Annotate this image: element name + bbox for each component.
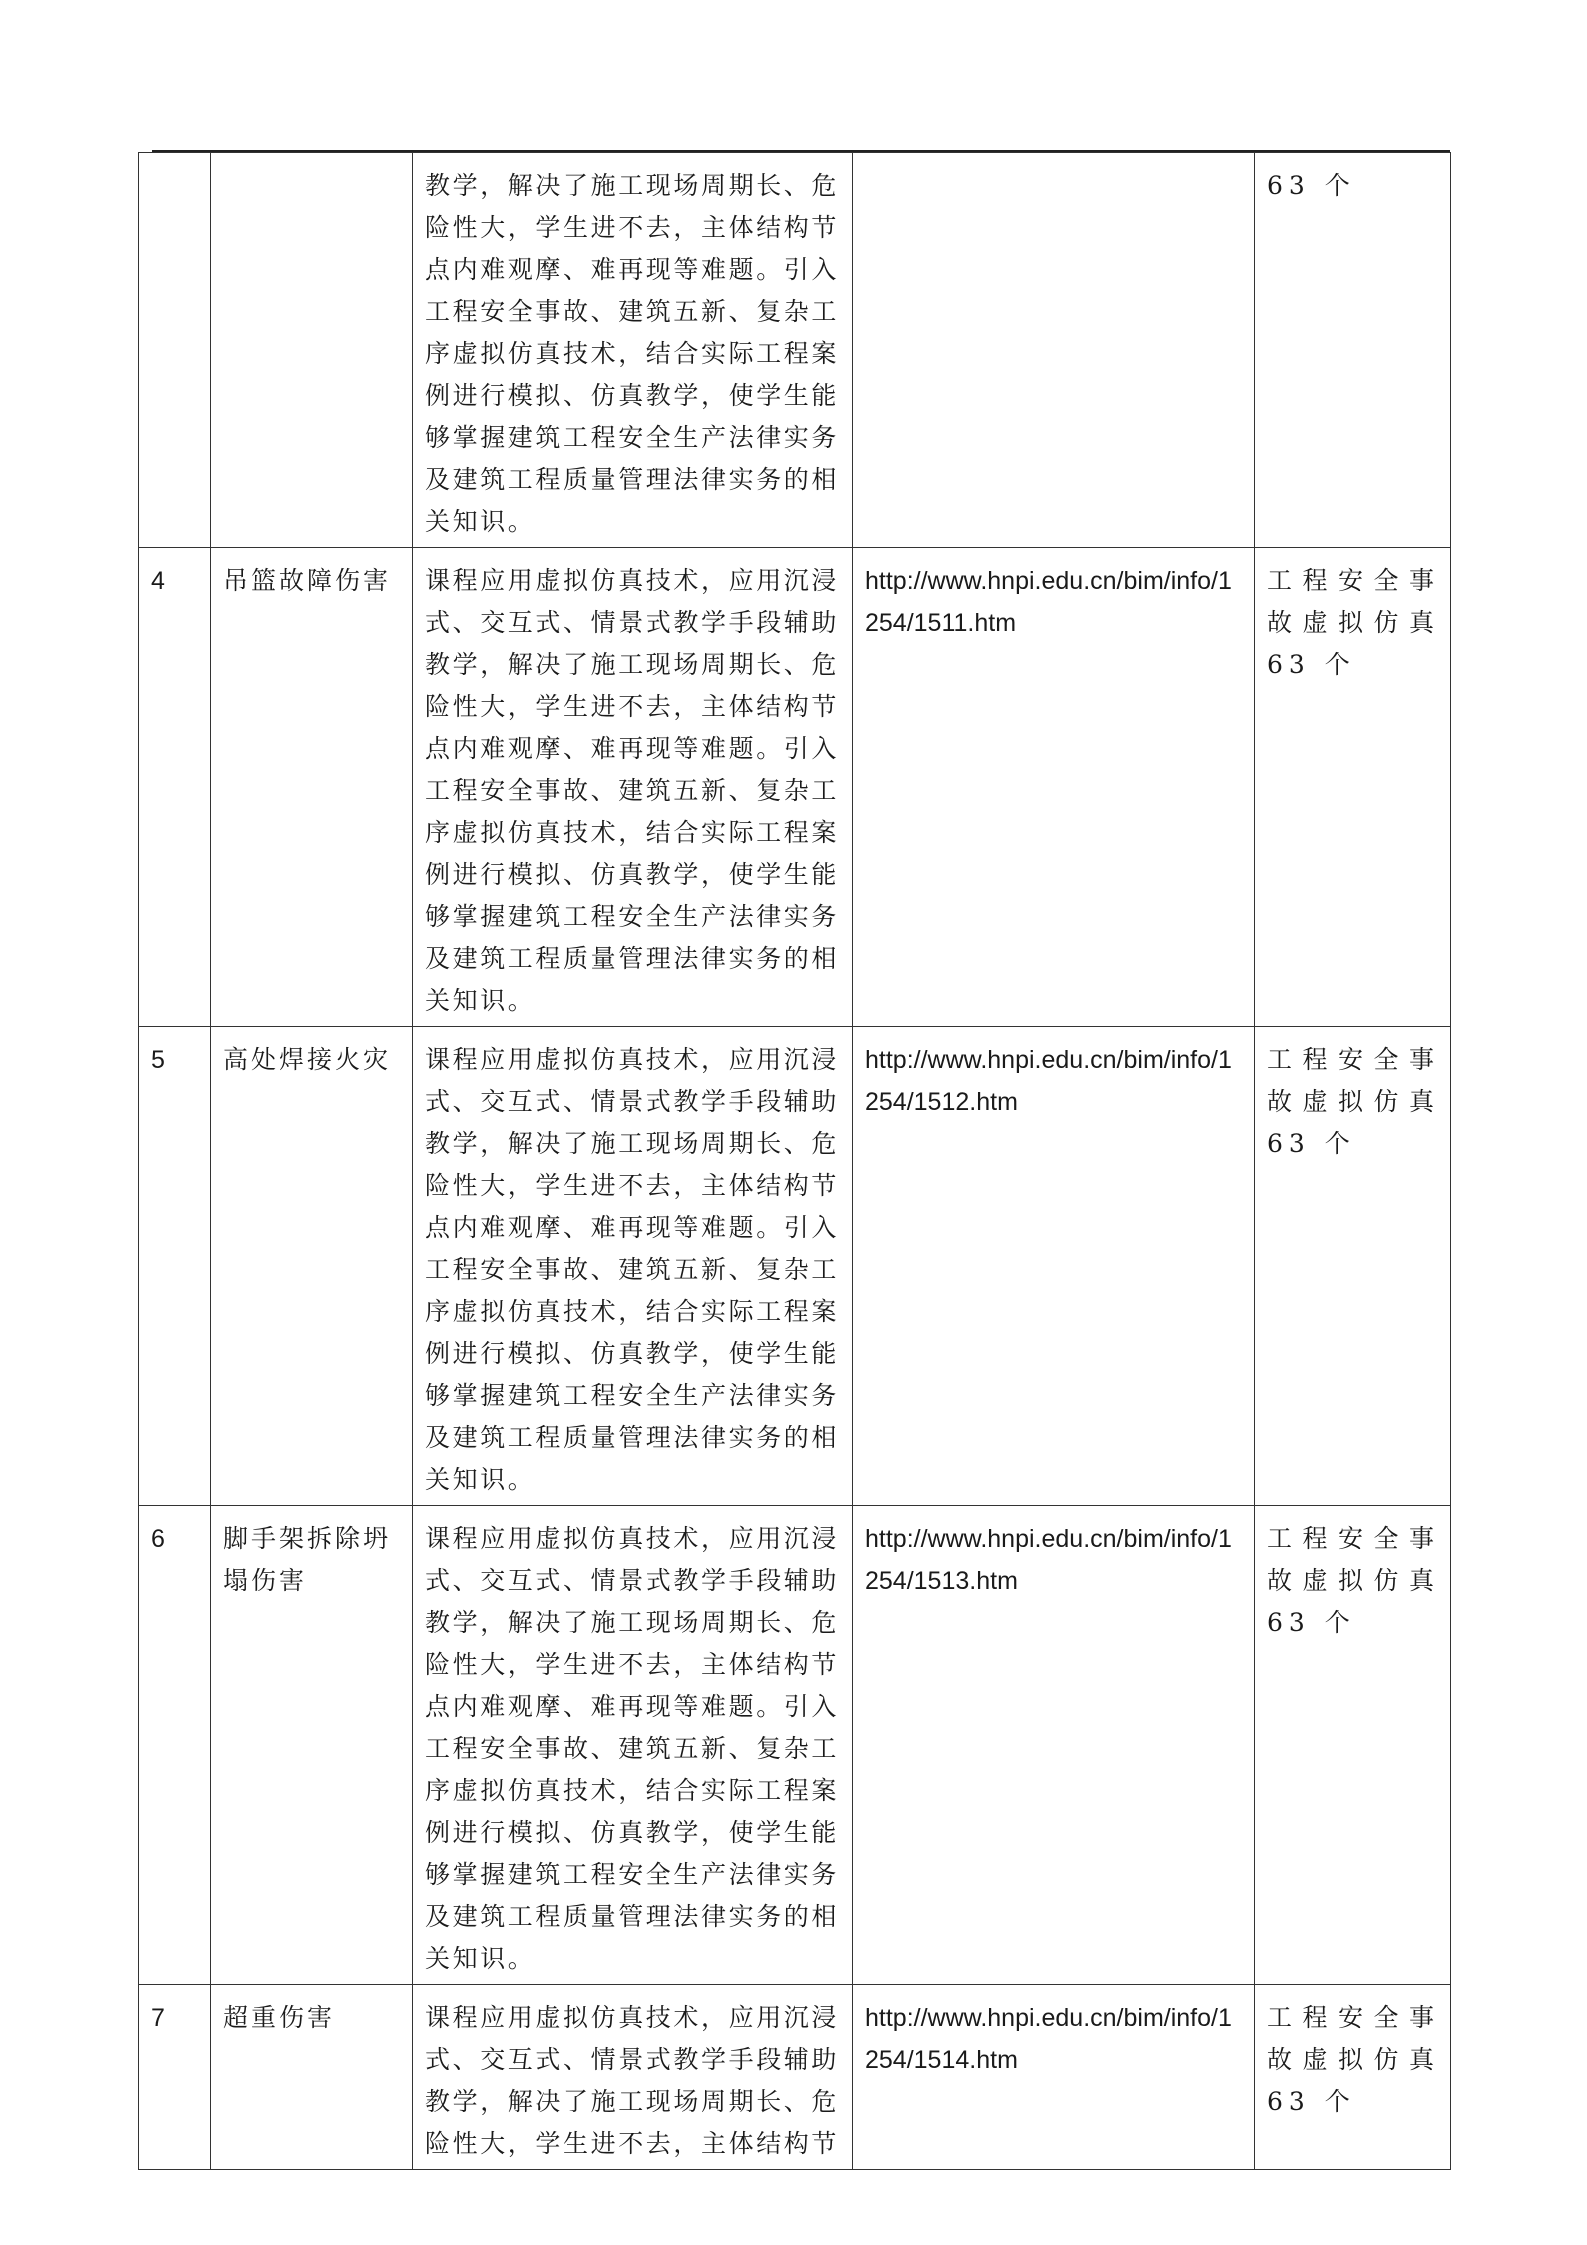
project-description: 课程应用虚拟仿真技术，应用沉浸式、交互式、情景式教学手段辅助教学，解决了施工现场周期长、危险性大，学生进不去，主体结构节点内难观摩、难再现等难题。引入工程安全事故、建筑五新、复杂工序虚拟仿真技术，结合实际工程案例进行模拟、仿真教学，使学生能够掌握建筑工程安全生产法律实务及建筑工程质量管理法律实务的相关知识。 <box>413 548 853 1027</box>
table-row <box>139 548 1451 1027</box>
row-number: 7 <box>139 1985 211 2170</box>
project-name: 吊篮故障伤害 <box>211 548 413 1027</box>
row-number: 6 <box>139 1506 211 1985</box>
row-number: 5 <box>139 1027 211 1506</box>
resource-count: 工程安全事故虚拟仿真63 个 <box>1255 1985 1451 2170</box>
table-row <box>139 153 1451 548</box>
project-link[interactable]: http://www.hnpi.edu.cn/bim/info/1254/1511.htm <box>853 548 1255 1027</box>
project-name: 超重伤害 <box>211 1985 413 2170</box>
project-name <box>211 153 413 548</box>
resource-count: 工程安全事故虚拟仿真63 个 <box>1255 1027 1451 1506</box>
project-name: 脚手架拆除坍塌伤害 <box>211 1506 413 1985</box>
project-link[interactable] <box>853 153 1255 548</box>
project-link[interactable]: http://www.hnpi.edu.cn/bim/info/1254/1512.htm <box>853 1027 1255 1506</box>
resource-count: 工程安全事故虚拟仿真63 个 <box>1255 1506 1451 1985</box>
table-row <box>139 1985 1451 2170</box>
table-row <box>139 1506 1451 1985</box>
project-description: 课程应用虚拟仿真技术，应用沉浸式、交互式、情景式教学手段辅助教学，解决了施工现场周期长、危险性大，学生进不去，主体结构节点内难观摩、难再现等难题。引入工程安全事故、建筑五新、复杂工序虚拟仿真技术，结合实际工程案例进行模拟、仿真教学，使学生能够掌握建筑工程安全生产法律实务及建筑工程质量管理法律实务的相关知识。 <box>413 1506 853 1985</box>
row-number: 4 <box>139 548 211 1027</box>
project-description: 课程应用虚拟仿真技术，应用沉浸式、交互式、情景式教学手段辅助教学，解决了施工现场周期长、危险性大，学生进不去，主体结构节点内难观摩、难再现等难题。引入工程安全事故、建筑五新、复杂工序虚拟仿真技术，结合实际工程案例进行模拟、仿真教学，使学生能够掌握建筑工程安全生产法律实务及建筑工程质量管理法律实务的相关知识。 <box>413 1027 853 1506</box>
project-description: 课程应用虚拟仿真技术，应用沉浸式、交互式、情景式教学手段辅助教学，解决了施工现场周期长、危险性大，学生进不去，主体结构节 <box>413 1985 853 2170</box>
table-row <box>139 1027 1451 1506</box>
project-link[interactable]: http://www.hnpi.edu.cn/bim/info/1254/1513.htm <box>853 1506 1255 1985</box>
resource-count: 63 个 <box>1255 153 1451 548</box>
project-description: 教学，解决了施工现场周期长、危险性大，学生进不去，主体结构节点内难观摩、难再现等难题。引入工程安全事故、建筑五新、复杂工序虚拟仿真技术，结合实际工程案例进行模拟、仿真教学，使学生能够掌握建筑工程安全生产法律实务及建筑工程质量管理法律实务的相关知识。 <box>413 153 853 548</box>
project-link[interactable]: http://www.hnpi.edu.cn/bim/info/1254/1514.htm <box>853 1985 1255 2170</box>
project-name: 高处焊接火灾 <box>211 1027 413 1506</box>
resource-table <box>138 152 1451 2170</box>
resource-count: 工程安全事故虚拟仿真63 个 <box>1255 548 1451 1027</box>
row-number <box>139 153 211 548</box>
